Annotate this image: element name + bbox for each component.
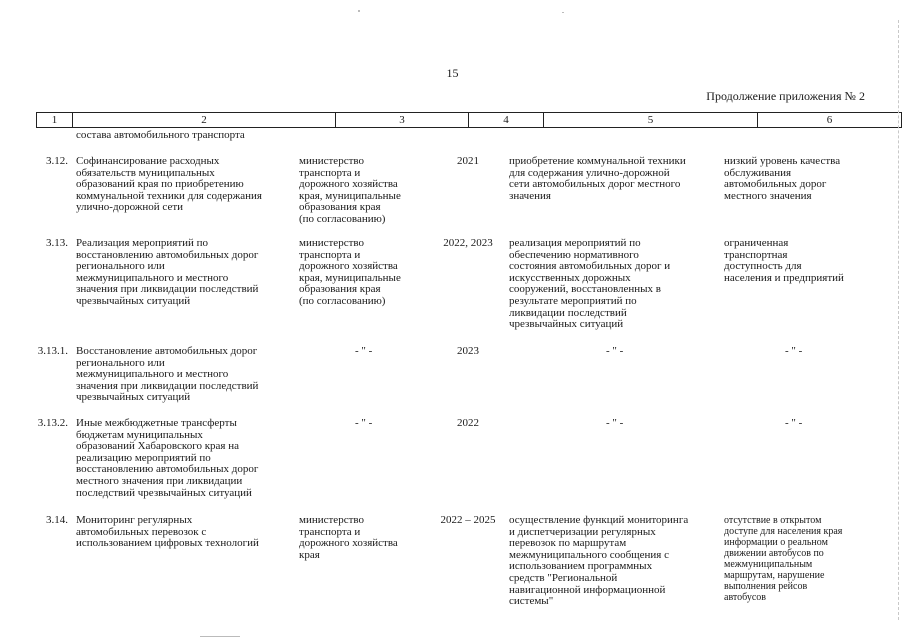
column-header-6: 6	[758, 113, 902, 128]
measure-title: Софинансирование расходных обязательств муниципальных образований края по приобретению коммунальной техники для содержания улично-дорожной сети	[76, 155, 262, 214]
executor: министерство транспорта и дорожного хозяйства края, муниципальные образования края (по согласованию)	[299, 237, 401, 307]
measure-title: Иные межбюджетные трансферты бюджетам муниципальных образований Хабаровского края на реализацию мероприятий по восстановлению автомобильных дорог местного значения при ликвидации последствий чрезвычайных ситуаций	[76, 417, 259, 499]
expected-result: реализация мероприятий по обеспечению нормативного состояния автомобильных дорог и искусственных дорожных сооружений, восстановленных в результате мероприятий по ликвидации последствий чрезвычайных ситуаций	[509, 237, 671, 331]
implementation-years: 2021	[457, 155, 479, 167]
carryover-text: состава автомобильного транспорта	[76, 129, 245, 141]
scan-speck	[200, 636, 240, 637]
scan-speck	[358, 10, 360, 12]
column-header-5: 5	[544, 113, 758, 128]
row-number: 3.13.	[46, 237, 68, 249]
executor: министерство транспорта и дорожного хозяйства края	[299, 514, 398, 561]
column-header-2: 2	[73, 113, 336, 128]
scan-speck	[562, 12, 564, 13]
non-implementation-consequences: отсутствие в открытом доступе для населения края информации о реальном движении автобусов по межмуниципальным маршрутам, нарушение выполнения рейсов автобусов	[724, 515, 843, 603]
column-header-row	[36, 112, 902, 128]
column-header-1: 1	[37, 113, 73, 128]
non-implementation-consequences: ограниченная транспортная доступность для населения и предприятий	[724, 237, 844, 284]
measure-title: Мониторинг регулярных автомобильных перевозок с использованием цифровых технологий	[76, 514, 259, 550]
row-number: 3.13.1.	[37, 345, 68, 357]
page-number: 15	[446, 66, 459, 80]
non-implementation-consequences: - " -	[785, 417, 803, 429]
implementation-years: 2022, 2023	[443, 237, 493, 249]
row-number: 3.12.	[46, 155, 68, 167]
continuation-label: Продолжение приложения № 2	[706, 89, 865, 103]
implementation-years: 2023	[457, 345, 479, 357]
executor: - " -	[355, 417, 373, 429]
row-number: 3.13.2.	[37, 417, 68, 429]
column-header-4: 4	[469, 113, 544, 128]
expected-result: осуществление функций мониторинга и диспетчеризации регулярных перевозок по маршрутам межмуниципального сообщения с использованием программных средств "Региональной навигационной информационной системы"	[509, 514, 689, 608]
measure-title: Реализация мероприятий по восстановлению автомобильных дорог регионального или межмуниципального и местного значения при ликвидации последствий чрезвычайных ситуаций	[76, 237, 259, 307]
row-number: 3.14.	[46, 514, 68, 526]
column-header-3: 3	[336, 113, 469, 128]
implementation-years: 2022	[457, 417, 479, 429]
expected-result: - " -	[606, 345, 624, 357]
executor: министерство транспорта и дорожного хозяйства края, муниципальные образования края (по согласованию)	[299, 155, 401, 225]
executor: - " -	[355, 345, 373, 357]
scan-edge-line	[897, 20, 899, 620]
non-implementation-consequences: - " -	[785, 345, 803, 357]
non-implementation-consequences: низкий уровень качества обслуживания автомобильных дорог местного значения	[724, 155, 841, 202]
expected-result: - " -	[606, 417, 624, 429]
measure-title: Восстановление автомобильных дорог регионального или межмуниципального и местного значения при ликвидации последствий чрезвычайных ситуаций	[76, 345, 259, 404]
expected-result: приобретение коммунальной техники для содержания улично-дорожной сети автомобильных дорог местного значения	[509, 155, 686, 202]
implementation-years: 2022 – 2025	[440, 514, 496, 526]
